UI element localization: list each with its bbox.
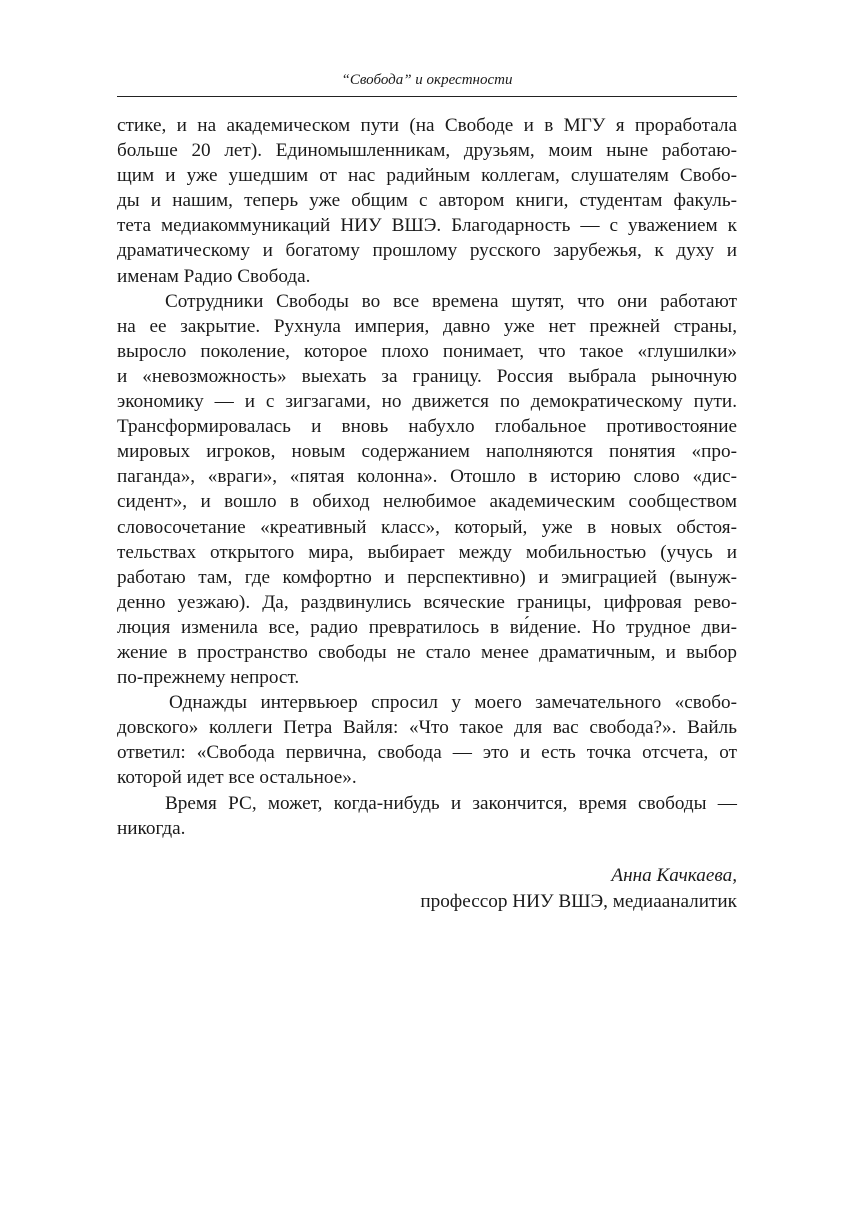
- text-line: щим и уже ушедшим от нас радийным коллегам, слушателям Свобо-: [117, 165, 737, 187]
- text-line: довского» коллеги Петра Вайля: «Что такое для вас свобода?». Вайль: [117, 717, 737, 739]
- text-line: выросло поколение, которое плохо понимает, что такое «глушилки»: [117, 340, 737, 362]
- text-line: Однажды интервьюер спросил у моего замечательного «свобо-: [169, 692, 737, 714]
- text-line: люция изменила все, радио превратилось в ви́дение. Но трудное дви-: [117, 616, 737, 638]
- text-line: ответил: «Свобода первична, свобода — это и есть точка отсчета, от: [117, 742, 737, 764]
- running-head: “Свобода” и окрестности: [341, 72, 513, 88]
- text-line: словосочетание «креативный класс», который, уже в новых обстоя-: [117, 516, 737, 538]
- text-line: никогда.: [117, 817, 186, 839]
- text-line: денно уезжаю). Да, раздвинулись всяческие границы, цифровая рево-: [117, 591, 737, 613]
- text-line: которой идет все остальное».: [117, 767, 357, 789]
- paragraph-1: [117, 113, 737, 289]
- signature: [117, 863, 737, 915]
- text-line: драматическому и богатому прошлому русского зарубежья, к духу и: [117, 240, 737, 262]
- paragraph-4: [117, 791, 737, 841]
- text-line: по-прежнему непрост.: [117, 667, 300, 689]
- text-line: тельствах открытого мира, выбирает между мобильностью (учусь и: [117, 541, 737, 563]
- paragraph-2: [117, 289, 737, 691]
- text-line: и «невозможность» выехать за границу. Россия выбрала рыночную: [117, 365, 737, 387]
- text-line: Сотрудники Свободы во все времена шутят, что они работают: [165, 290, 737, 312]
- text-line: на ее закрытие. Рухнула империя, давно уже нет прежней страны,: [117, 315, 737, 337]
- header-rule: [117, 96, 737, 97]
- text-line: именам Радио Свобода.: [117, 265, 311, 287]
- text-line: паганда», «враги», «пятая колонна». Отошло в историю слово «дис-: [117, 466, 737, 488]
- text-line: больше 20 лет). Единомышленникам, друзьям, моим ныне работаю-: [117, 140, 737, 162]
- text-line: жение в пространство свободы не стало менее драматичным, и выбор: [117, 641, 737, 663]
- text-line: Трансформировалась и вновь набухло глобальное противостояние: [117, 416, 737, 438]
- text-line: стике, и на академическом пути (на Свободе и в МГУ я проработала: [117, 115, 737, 136]
- text-line: тета медиакоммуникаций НИУ ВШЭ. Благодарность — с уважением к: [117, 215, 737, 237]
- text-line: мировых игроков, новым содержанием наполняются понятия «про-: [117, 441, 737, 463]
- author-name: Анна Качкаева,: [611, 865, 737, 886]
- text-line: ды и нашим, теперь уже общим с автором книги, студентам факуль-: [117, 190, 737, 212]
- text-line: экономику — и с зигзагами, но движется по демократическому пути.: [117, 391, 737, 413]
- text-line: сидент», и вошло в обиход нелюбимое академическим сообществом: [117, 491, 737, 513]
- text-line: работаю там, где комфортно и перспективно) и эмиграцией (вынуж-: [117, 566, 737, 588]
- body-text: [117, 113, 737, 841]
- author-title: профессор НИУ ВШЭ, медиааналитик: [420, 891, 737, 912]
- text-line: Время РС, может, когда-нибудь и закончится, время свободы —: [165, 792, 737, 814]
- paragraph-3: [117, 690, 737, 790]
